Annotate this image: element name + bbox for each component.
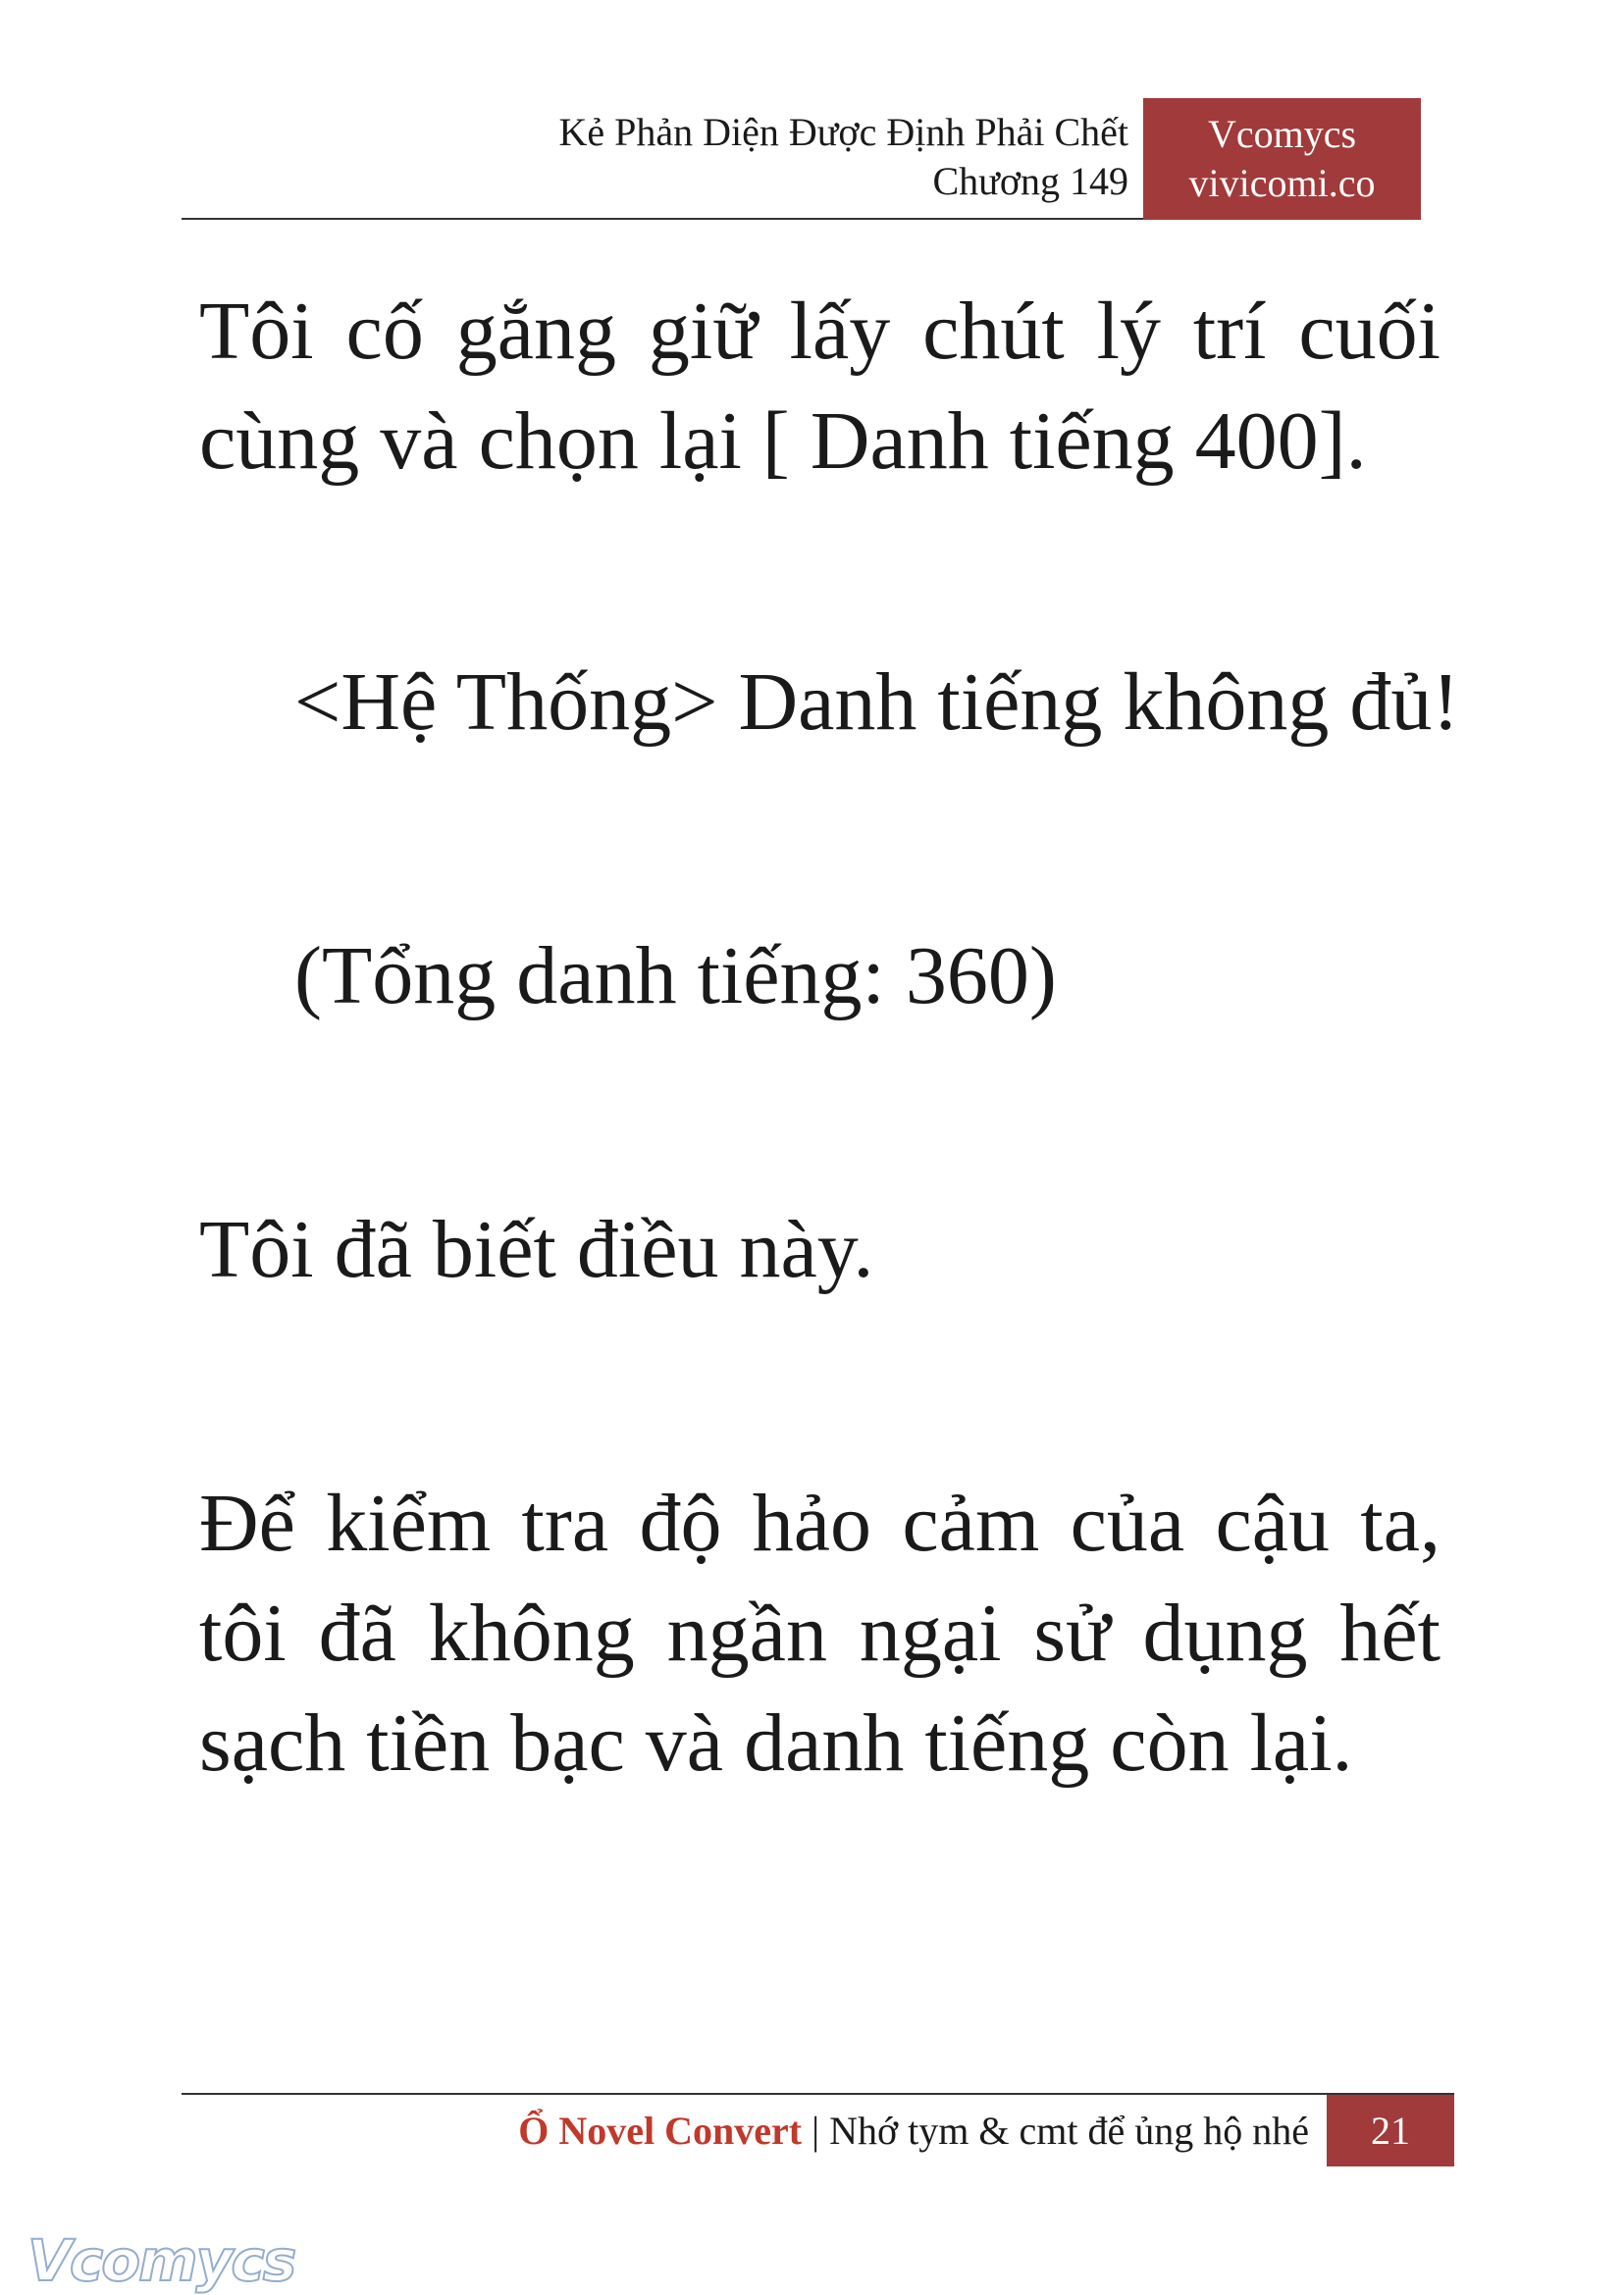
paragraph-total-reputation: (Tổng danh tiếng: 360) [294, 930, 1057, 1021]
page-footer [182, 2093, 1454, 2166]
brand-site: vivicomi.co [1188, 161, 1376, 205]
page-number: 21 [1327, 2095, 1454, 2166]
header-title-block [558, 108, 1128, 206]
paragraph-5: Để kiểm tra độ hảo cảm của cậu ta, tôi đã không ngần ngại sử dụng hết sạch tiền bạc và danh tiếng còn lại. [199, 1478, 1441, 1789]
paragraph-1: Tôi cố gắng giữ lấy chút lý trí cuối cùng và chọn lại [ Danh tiếng 400]. [199, 286, 1441, 487]
footer-brand: Ổ Novel Convert [518, 2109, 803, 2153]
watermark-logo: Vcomycs [27, 2227, 295, 2294]
footer-text [518, 2107, 1309, 2156]
paragraph-system-message: <Hệ Thống> Danh tiếng không đủ! [294, 656, 1460, 748]
header-brand-box [1143, 98, 1421, 220]
footer-separator: | [812, 2109, 820, 2153]
brand-name: Vcomycs [1207, 112, 1357, 156]
chapter-number: Chương 149 [932, 159, 1128, 203]
book-title: Kẻ Phản Diện Được Định Phải Chết [558, 110, 1128, 154]
page-header [182, 98, 1421, 220]
paragraph-4: Tôi đã biết điều này. [199, 1204, 874, 1295]
footer-note: Nhớ tym & cmt để ủng hộ nhé [829, 2109, 1309, 2153]
